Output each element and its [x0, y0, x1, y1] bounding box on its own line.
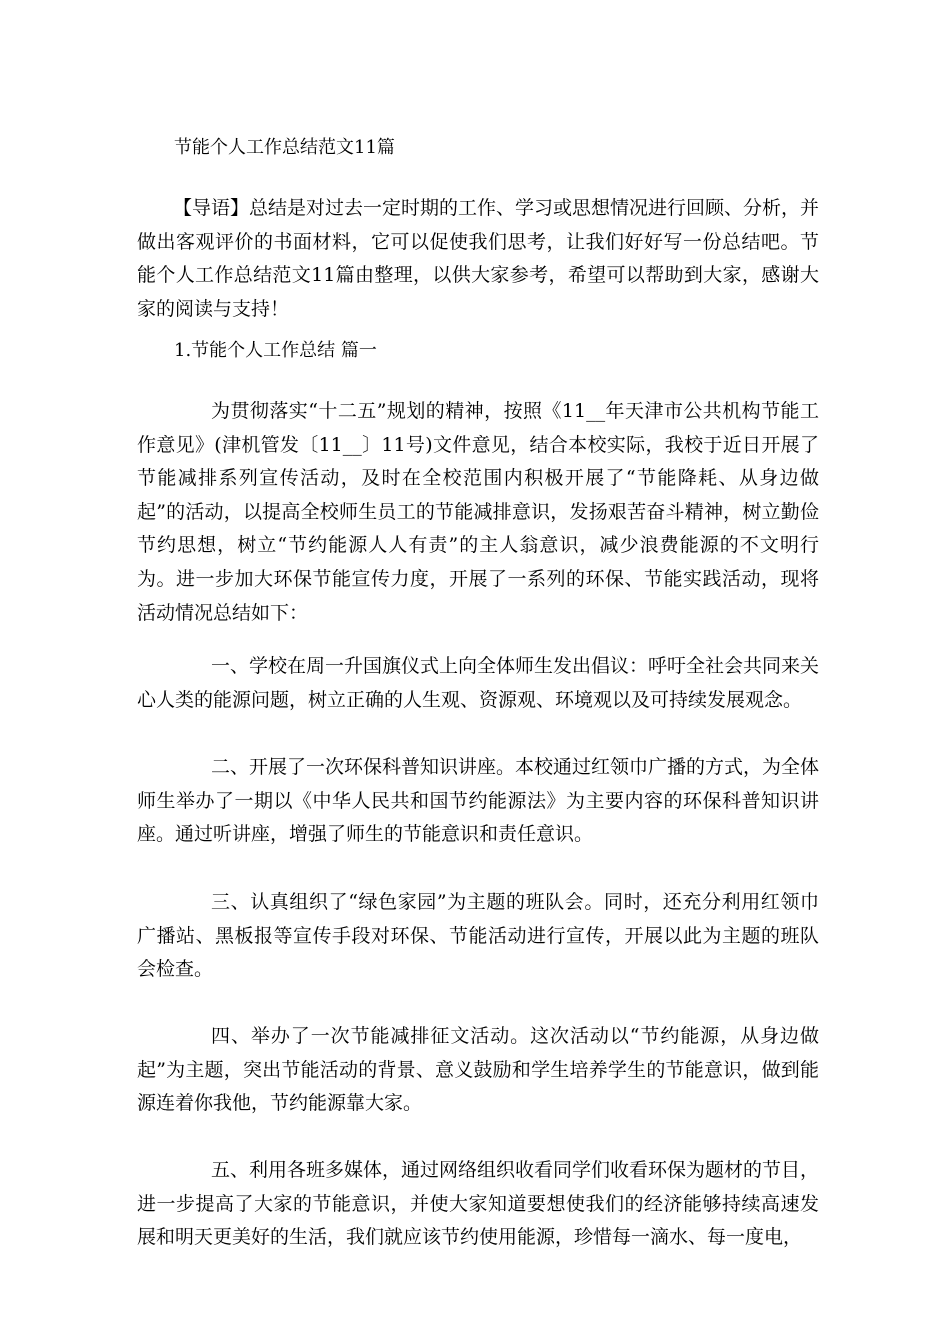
body-paragraph-4: 三、认真组织了“绿色家园”为主题的班队会。同时，还充分利用红领巾广播站、黑板报等宣传手段对环保、节能活动进行宣传，开展以此为主题的班队会检查。 — [137, 891, 819, 981]
body-paragraph-2: 一、学校在周一升国旗仪式上向全体师生发出倡议：呼吁全社会共同来关心人类的能源问题，树立正确的人生观、资源观、环境观以及可持续发展观念。 — [137, 655, 820, 711]
body-paragraph-1: 为贯彻落实“十二五”规划的精神，按照《11__年天津市公共机构节能工作意见》(津机管发〔11__〕11号)文件意见，结合本校实际，我校于近日开展了节能减排系列宣传活动，及时在全校范围内积极开展了“节能降耗、从身边做起”的活动，以提高全校师生员工的节能减排意识，发扬艰苦奋斗精神，树立勤俭节约思想，树立“节约能源人人有责”的主人翁意识，减少浪费能源的不文明行为。进一步加大环保节能宣传力度，开展了一系列的环保、节能实践活动，现将活动情况总结如下： — [137, 400, 819, 624]
body-paragraph-5: 四、举办了一次节能减排征文活动。这次活动以“节约能源，从身边做起”为主题，突出节能活动的背景、意义鼓励和学生培养学生的节能意识，做到能源连着你我他，节约能源靠大家。 — [137, 1025, 819, 1115]
body-paragraph-3: 二、开展了一次环保科普知识讲座。本校通过红领巾广播的方式，为全体师生举办了一期以《中华人民共和国节约能源法》为主要内容的环保科普知识讲座。通过听讲座，增强了师生的节能意识和责任意识。 — [137, 756, 820, 846]
section-heading: 1.节能个人工作总结 篇一 — [174, 340, 377, 361]
body-paragraph-6: 五、利用各班多媒体，通过网络组织收看同学们收看环保为题材的节目，进一步提高了大家的节能意识，并使大家知道要想使我们的经济能够持续高速发展和明天更美好的生活，我们就应该节约使用能源，珍惜每一滴水、每一度电， — [137, 1159, 820, 1249]
document-title: 节能个人工作总结范文11篇 — [174, 137, 395, 158]
intro-paragraph: 【导语】总结是对过去一定时期的工作、学习或思想情况进行回顾、分析，并做出客观评价的书面材料，它可以促使我们思考，让我们好好写一份总结吧。节能个人工作总结范文11篇由整理，以供大家参考，希望可以帮助到大家，感谢大家的阅读与支持！ — [137, 197, 820, 320]
